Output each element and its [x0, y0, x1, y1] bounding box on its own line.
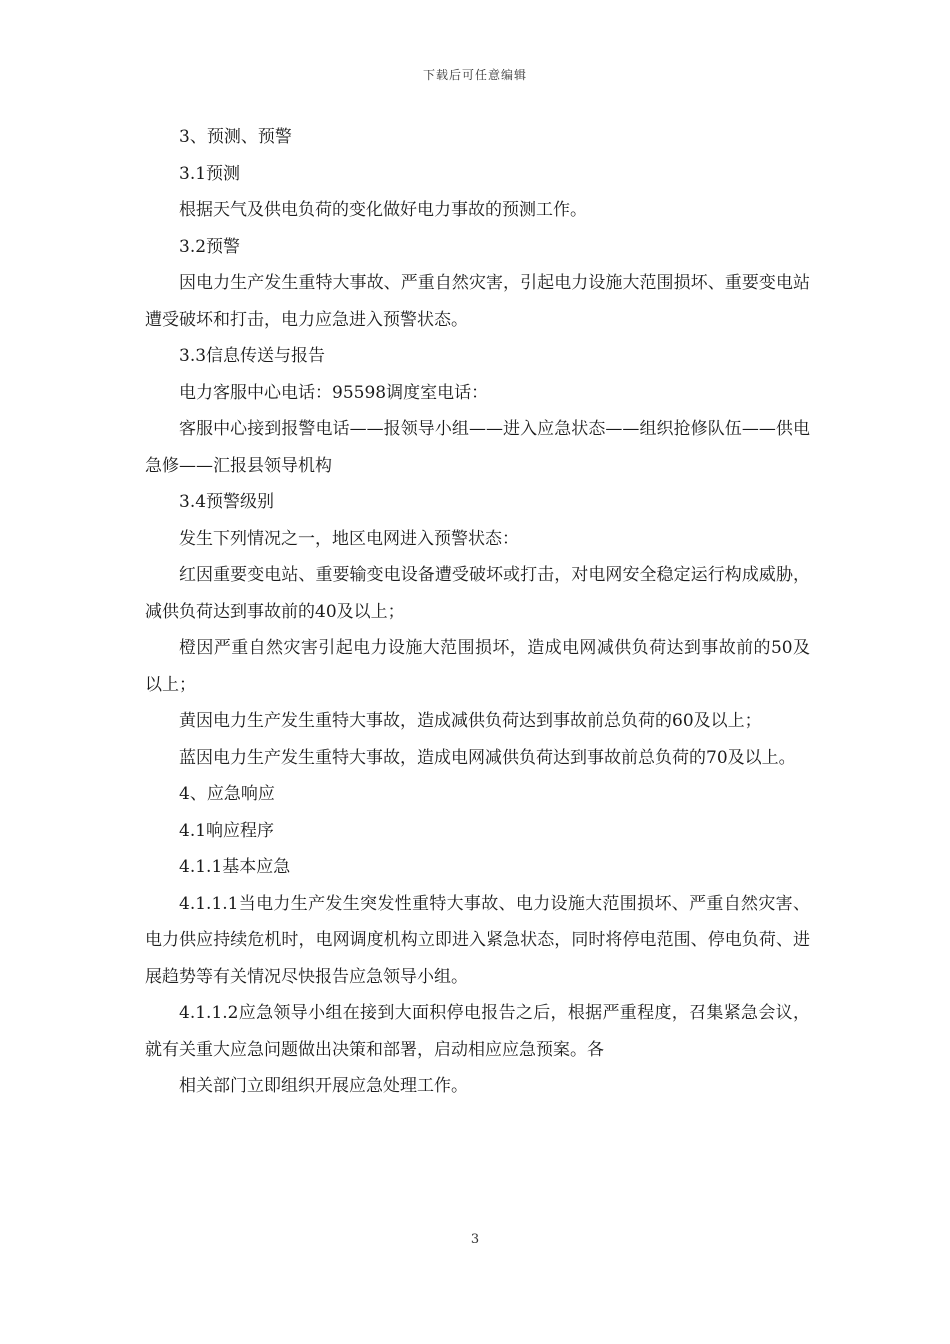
alert-level-blue: 蓝因电力生产发生重特大事故，造成电网减供负荷达到事故前总负荷的70及以上。 — [179, 747, 796, 768]
subsection-heading-4-1: 4.1响应程序 — [179, 820, 275, 841]
subsection-heading-4-1-1: 4.1.1基本应急 — [179, 857, 291, 877]
paragraph: 根据天气及供电负荷的变化做好电力事故的预测工作。 — [179, 200, 587, 220]
subsection-heading-3-1: 3.1预测 — [179, 163, 241, 184]
paragraph: 客服中心接到报警电话——报领导小组——进入应急状态——组织抢修队伍——供电急修——汇报县领导机构 — [145, 419, 810, 476]
alert-level-red: 红因重要变电站、重要输变电设备遭受破坏或打击，对电网安全稳定运行构成威胁，减供负荷达到事故前的40及以上； — [145, 565, 810, 622]
subsection-heading-3-4: 3.4预警级别 — [179, 492, 275, 512]
page-header: 下载后可任意编辑 — [422, 68, 527, 82]
section-heading-4: 4、应急响应 — [179, 784, 275, 804]
subsection-heading-3-2: 3.2预警 — [179, 236, 241, 257]
paragraph: 相关部门立即组织开展应急处理工作。 — [179, 1076, 468, 1096]
page-number: 3 — [470, 1232, 480, 1247]
subsection-heading-3-3: 3.3信息传送与报告 — [179, 346, 326, 366]
document-body — [145, 119, 810, 1105]
paragraph: 发生下列情况之一，地区电网进入预警状态： — [179, 528, 519, 549]
paragraph: 4.1.1.2应急领导小组在接到大面积停电报告之后，根据严重程度，召集紧急会议，就有关重大应急问题做出决策和部署，启动相应应急预案。各 — [145, 1003, 810, 1060]
alert-level-orange: 橙因严重自然灾害引起电力设施大范围损坏，造成电网减供负荷达到事故前的50及以上； — [145, 638, 810, 695]
paragraph: 因电力生产发生重特大事故、严重自然灾害，引起电力设施大范围损坏、重要变电站遭受破坏和打击，电力应急进入预警状态。 — [145, 273, 810, 330]
paragraph: 4.1.1.1当电力生产发生突发性重特大事故、电力设施大范围损坏、严重自然灾害、电力供应持续危机时，电网调度机构立即进入紧急状态，同时将停电范围、停电负荷、进展趋势等有关情况尽快报告应急领导小组。 — [145, 893, 810, 987]
section-heading-3: 3、预测、预警 — [179, 127, 292, 147]
paragraph: 电力客服中心电话：95598调度室电话： — [179, 382, 489, 403]
alert-level-yellow: 黄因电力生产发生重特大事故，造成减供负荷达到事故前总负荷的60及以上； — [179, 711, 762, 731]
